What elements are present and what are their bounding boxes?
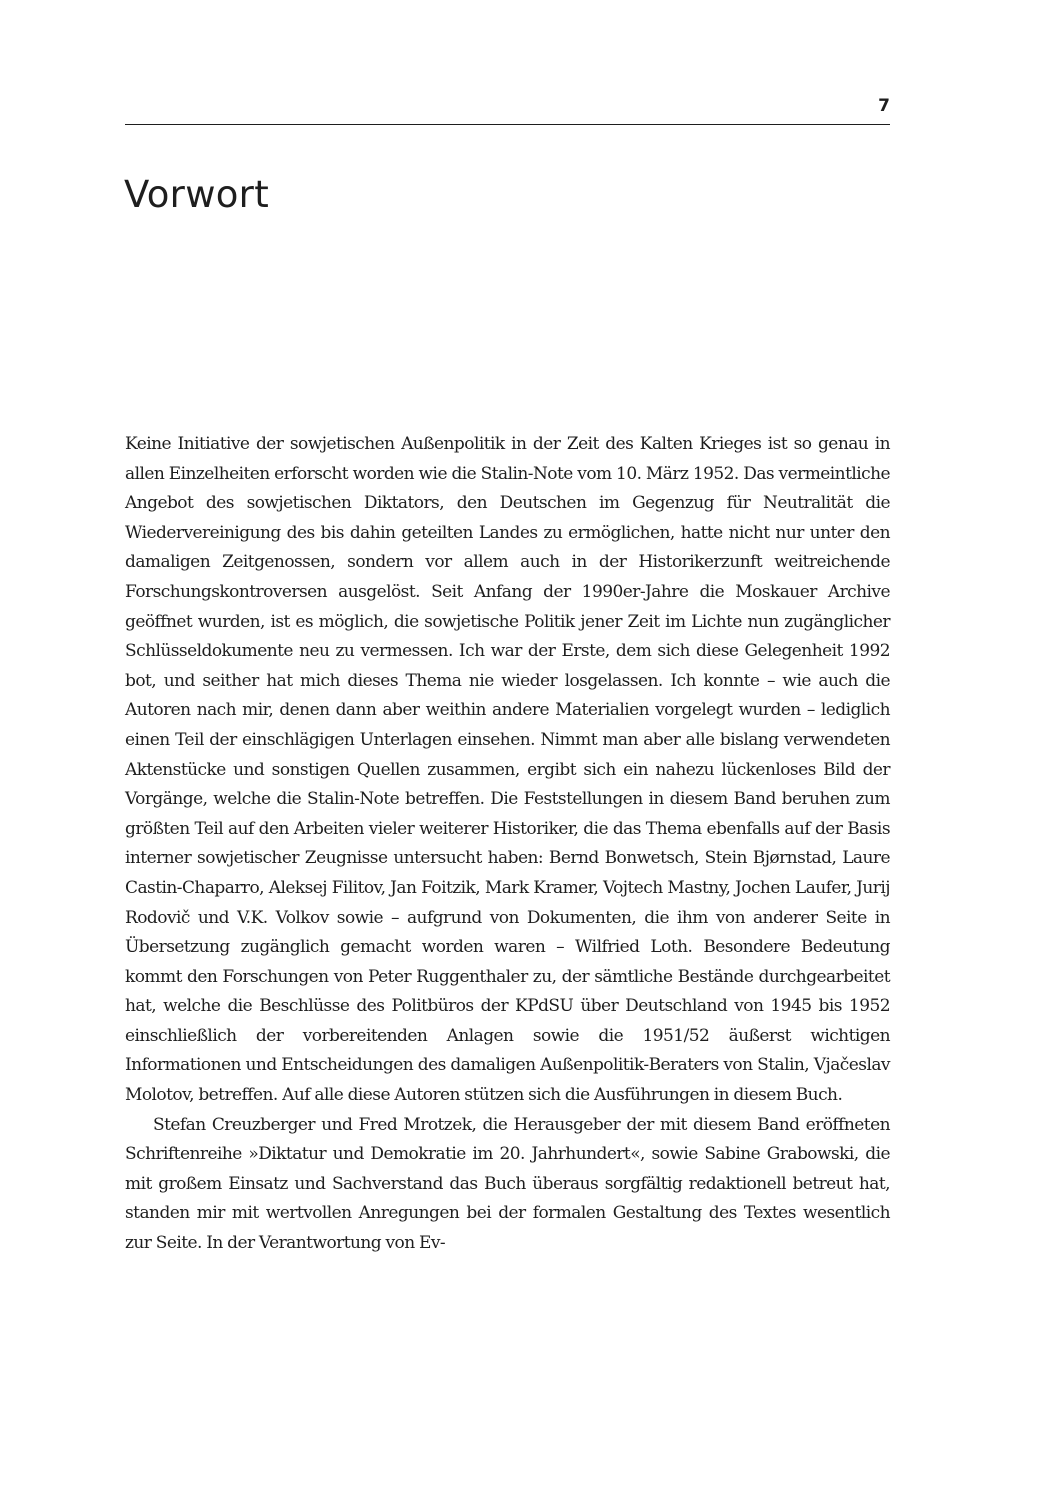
chapter-title: Vorwort (124, 173, 270, 216)
header-rule (125, 124, 890, 125)
page-number: 7 (878, 96, 890, 116)
body-text (125, 430, 890, 1259)
paragraph-1: Keine Initiative der sowjetischen Außenpolitik in der Zeit des Kalten Krieges ist so genau in allen Einzelheiten erforscht worden wie die Stalin-Note vom 10. März 1952. Das vermeintliche Angebot des sowjetischen Diktators, den Deutschen im Gegenzug für Neutralität die Wiedervereinigung des bis dahin geteilten Landes zu ermöglichen, hatte nicht nur unter den damaligen Zeitgenossen, sondern vor allem auch in der Historikerzunft weitreichende Forschungskontroversen ausgelöst. Seit Anfang der 1990er-Jahre die Moskauer Archive geöffnet wurden, ist es möglich, die sowjetische Politik jener Zeit im Lichte nun zugänglicher Schlüsseldokumente neu zu vermessen. Ich war der Erste, dem sich diese Gelegenheit 1992 bot, und seither hat mich dieses Thema nie wieder losgelassen. Ich konnte – wie auch die Autoren nach mir, denen dann aber weithin andere Materialien vorgelegt wurden – lediglich einen Teil der einschlägigen Unterlagen einsehen. Nimmt man aber alle bislang verwendeten Aktenstücke und sonstigen Quellen zusammen, ergibt sich ein nahezu lückenloses Bild der Vorgänge, welche die Stalin-Note betreffen. Die Feststellungen in diesem Band beruhen zum größten Teil auf den Arbeiten vieler weiterer Historiker, die das Thema ebenfalls auf der Basis interner sowjetischer Zeugnisse untersucht haben: Bernd Bonwetsch, Stein Bjørnstad, Laure Castin-Chaparro, Aleksej Filitov, Jan Foitzik, Mark Kramer, Vojtech Mastny, Jochen Laufer, Jurij Rodovič und V.K. Volkov sowie – aufgrund von Dokumenten, die ihm von anderer Seite in Übersetzung zugänglich gemacht worden waren – Wilfried Loth. Besondere Bedeutung kommt den Forschungen von Peter Ruggenthaler zu, der sämtliche Bestände durchgearbeitet hat, welche die Beschlüsse des Politbüros der KPdSU über Deutschland von 1945 bis 1952 einschließlich der vorbereitenden Anlagen sowie die 1951/52 äußerst wichtigen Informationen und Entscheidungen des damaligen Außenpolitik-Beraters von Stalin, Vjačeslav Molotov, betreffen. Auf alle diese Autoren stützen sich die Ausführungen in diesem Buch. (125, 434, 890, 1106)
paragraph-2: Stefan Creuzberger und Fred Mrotzek, die Herausgeber der mit diesem Band eröffneten Schriftenreihe »Diktatur und Demokratie im 20. Jahrhundert«, sowie Sabine Grabowski, die mit großem Einsatz und Sachverstand das Buch überaus sorgfältig redaktionell betreut hat, standen mir mit wertvollen Anregungen bei der formalen Gestaltung des Textes wesentlich zur Seite. In der Verantwortung von Ev- (125, 1114, 890, 1254)
